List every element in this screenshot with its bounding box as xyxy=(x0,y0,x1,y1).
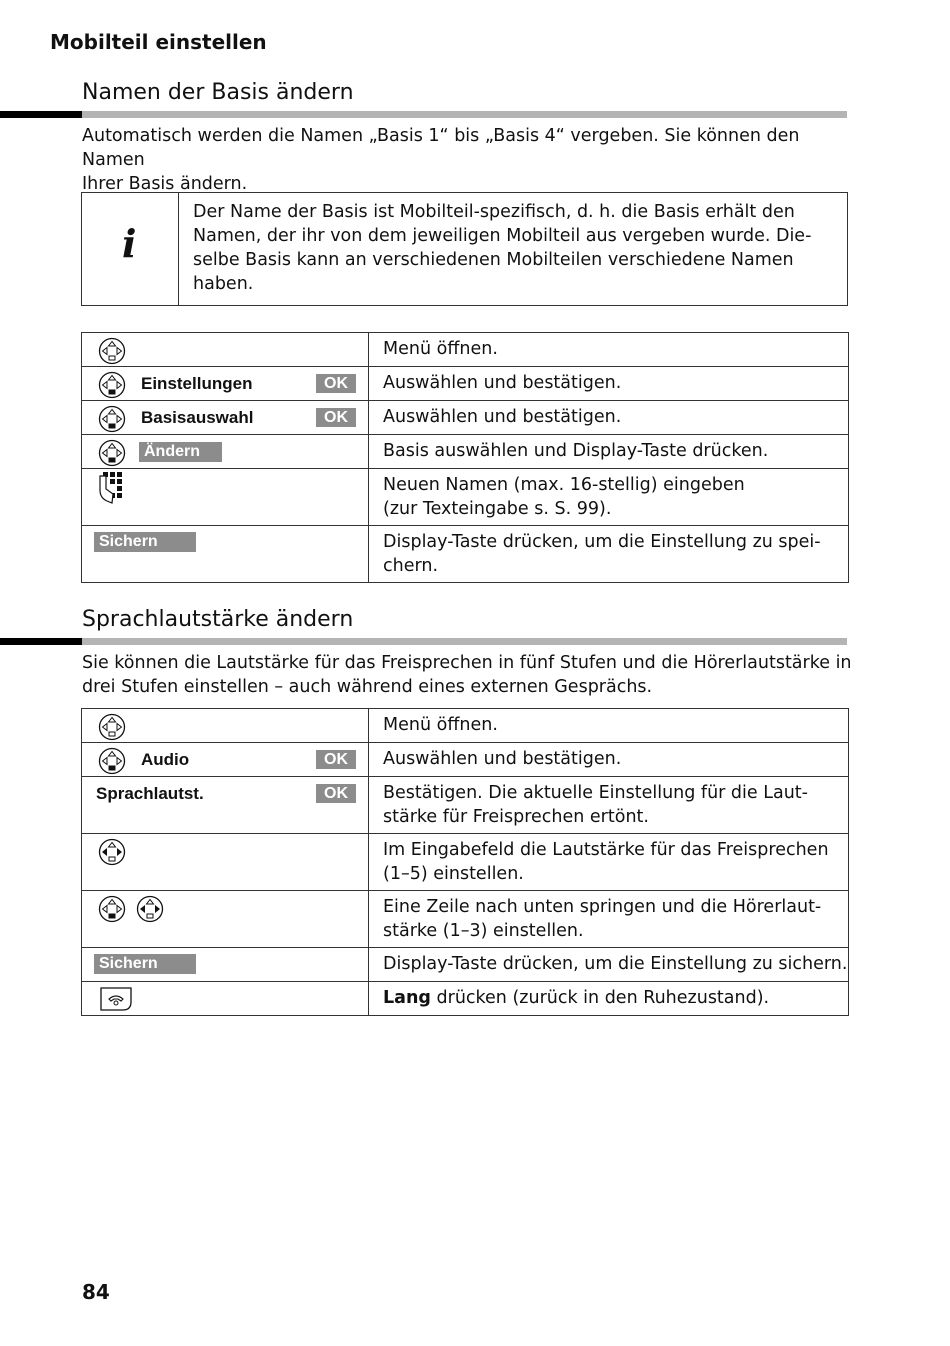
step-description xyxy=(369,709,849,743)
table-row xyxy=(82,367,849,401)
control-key-down-icon xyxy=(98,713,126,741)
key-cell xyxy=(82,948,369,982)
section-rule-grey xyxy=(82,111,847,118)
section-rule-black xyxy=(0,638,82,645)
section-title-basis-name: Namen der Basis ändern xyxy=(82,80,354,105)
key-cell xyxy=(82,709,369,743)
control-key-left-right-icon xyxy=(98,838,126,866)
section-rule-black xyxy=(0,111,82,118)
sichern-softkey: Sichern xyxy=(94,532,196,552)
key-cell xyxy=(82,401,369,435)
desc-line: (1–5) einstellen. xyxy=(383,863,524,884)
desc-line: chern. xyxy=(383,555,439,576)
desc-line xyxy=(383,987,848,1011)
control-key-down-icon xyxy=(98,747,126,775)
desc-line: (zur Texteingabe s. S. 99). xyxy=(383,498,612,519)
step-description xyxy=(369,435,849,469)
key-cell xyxy=(82,333,369,367)
table-row xyxy=(82,834,849,891)
aendern-softkey: Ändern xyxy=(139,442,222,462)
info-line: selbe Basis kann an verschiedenen Mobilteilen verschiedene Namen xyxy=(193,250,794,270)
desc-rest: drücken (zurück in den Ruhezustand). xyxy=(430,988,770,1008)
step-description xyxy=(369,834,849,891)
table-row xyxy=(82,743,849,777)
section-title-volume: Sprachlautstärke ändern xyxy=(82,607,354,632)
control-key-down-icon xyxy=(98,337,126,365)
step-description xyxy=(369,891,849,948)
section-intro xyxy=(82,651,852,699)
desc-line: Auswählen und bestätigen. xyxy=(383,407,622,427)
key-cell xyxy=(82,435,369,469)
ok-softkey: OK xyxy=(316,750,356,769)
table-row xyxy=(82,982,849,1016)
page-number: 84 xyxy=(82,1280,110,1304)
desc-line: stärke für Freisprechen ertönt. xyxy=(383,806,649,827)
step-description xyxy=(369,401,849,435)
key-cell xyxy=(82,743,369,777)
key-cell xyxy=(82,982,369,1016)
step-description xyxy=(369,982,849,1016)
table-row xyxy=(82,709,849,743)
desc-line: Neuen Namen (max. 16-stellig) eingeben xyxy=(383,475,745,495)
info-box xyxy=(81,192,848,306)
steps-table-basis-name xyxy=(81,332,849,583)
step-description xyxy=(369,777,849,834)
intro-line: Automatisch werden die Namen „Basis 1“ bis „Basis 4“ vergeben. Sie können den Namen xyxy=(82,126,800,170)
info-text xyxy=(193,200,838,296)
desc-line: Im Eingabefeld die Lautstärke für das Freisprechen xyxy=(383,840,829,860)
control-key-left-right-icon xyxy=(136,895,164,923)
key-cell xyxy=(82,777,369,834)
menu-item-audio: Audio xyxy=(141,750,190,769)
intro-line: drei Stufen einstellen – auch während eines externen Gesprächs. xyxy=(82,677,653,697)
end-call-key-icon xyxy=(98,986,134,1012)
info-line: haben. xyxy=(193,274,254,294)
control-key-down-icon xyxy=(98,895,126,923)
menu-item-sprachlautst: Sprachlautst. xyxy=(96,784,204,803)
table-row xyxy=(82,401,849,435)
desc-line: Menü öffnen. xyxy=(383,339,498,359)
table-row xyxy=(82,526,849,583)
ok-softkey: OK xyxy=(316,374,356,393)
table-row xyxy=(82,948,849,982)
step-description xyxy=(369,367,849,401)
step-description xyxy=(369,743,849,777)
control-key-down-icon xyxy=(98,439,126,467)
desc-line: Bestätigen. Die aktuelle Einstellung für die Laut- xyxy=(383,783,808,803)
info-icon-cell xyxy=(82,193,179,305)
step-description xyxy=(369,469,849,526)
menu-item-einstellungen: Einstellungen xyxy=(141,374,253,393)
section-intro xyxy=(82,124,852,196)
info-line: Der Name der Basis ist Mobilteil-spezifisch, d. h. die Basis erhält den xyxy=(193,202,795,222)
keypad-icon xyxy=(98,472,132,506)
desc-bold: Lang xyxy=(383,988,431,1008)
desc-line: Auswählen und bestätigen. xyxy=(383,749,622,769)
steps-table-volume xyxy=(81,708,849,1016)
info-icon: i xyxy=(122,221,137,266)
control-key-down-icon xyxy=(98,405,126,433)
key-cell xyxy=(82,469,369,526)
chapter-header: Mobilteil einstellen xyxy=(50,30,267,54)
desc-line: Auswählen und bestätigen. xyxy=(383,373,622,393)
intro-line: Ihrer Basis ändern. xyxy=(82,174,248,194)
desc-line: Display-Taste drücken, um die Einstellung zu spei- xyxy=(383,532,821,552)
key-cell xyxy=(82,891,369,948)
step-description xyxy=(369,526,849,583)
desc-line: stärke (1–3) einstellen. xyxy=(383,920,584,941)
ok-softkey: OK xyxy=(316,784,356,803)
intro-line: Sie können die Lautstärke für das Freisprechen in fünf Stufen und die Hörerlautstärke in xyxy=(82,653,852,673)
table-row xyxy=(82,777,849,834)
table-row xyxy=(82,333,849,367)
sichern-softkey: Sichern xyxy=(94,954,196,974)
key-cell xyxy=(82,834,369,891)
info-line: Namen, der ihr von dem jeweiligen Mobilteil aus vergeben wurde. Die- xyxy=(193,226,812,246)
ok-softkey: OK xyxy=(316,408,356,427)
key-cell xyxy=(82,526,369,583)
desc-line: Eine Zeile nach unten springen und die Hörerlaut- xyxy=(383,897,822,917)
desc-line: Basis auswählen und Display-Taste drücken. xyxy=(383,441,769,461)
desc-line: Display-Taste drücken, um die Einstellung zu sichern. xyxy=(383,954,848,974)
table-row xyxy=(82,469,849,526)
control-key-down-icon xyxy=(98,371,126,399)
table-row xyxy=(82,891,849,948)
step-description xyxy=(369,333,849,367)
table-row xyxy=(82,435,849,469)
section-rule-grey xyxy=(82,638,847,645)
key-cell xyxy=(82,367,369,401)
desc-line: Menü öffnen. xyxy=(383,715,498,735)
step-description xyxy=(369,948,849,982)
menu-item-basisauswahl: Basisauswahl xyxy=(141,408,254,427)
